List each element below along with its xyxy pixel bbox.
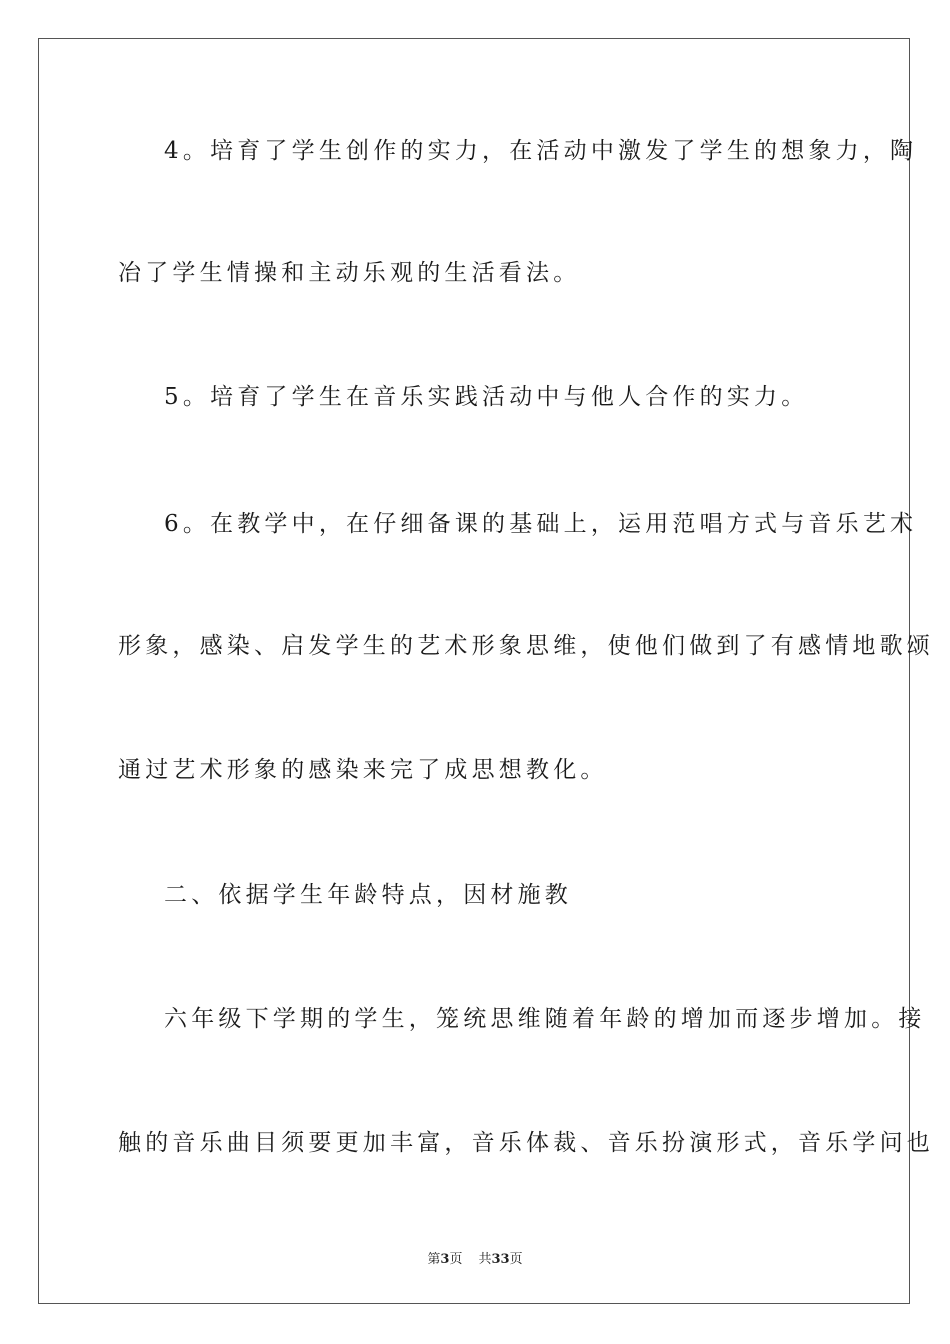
footer-page-suffix: 页 <box>449 1252 463 1267</box>
paragraph-6-line-2: 形象，感染、启发学生的艺术形象思维，使他们做到了有感情地歌颂 <box>118 633 934 659</box>
footer-page-number: 3 <box>440 1252 450 1267</box>
footer-total-prefix: 共 <box>478 1252 492 1267</box>
footer-page-prefix: 第 <box>427 1252 441 1267</box>
paragraph-5-line-1: 5。培育了学生在音乐实践活动中与他人合作的实力。 <box>164 384 809 410</box>
paragraph-6-line-3: 通过艺术形象的感染来完了成思想教化。 <box>118 757 608 783</box>
paragraph-4-line-1: 4。培育了学生创作的实力，在活动中激发了学生的想象力，陶 <box>164 138 918 164</box>
paragraph-4-line-2: 冶了学生情操和主动乐观的生活看法。 <box>118 260 581 286</box>
paragraph-6-line-1: 6。在教学中，在仔细备课的基础上，运用范唱方式与音乐艺术 <box>164 511 918 537</box>
paragraph-7-line-1: 六年级下学期的学生，笼统思维随着年龄的增加而逐步增加。接 <box>164 1006 926 1032</box>
page-footer <box>0 1248 950 1267</box>
section-heading: 二、依据学生年龄特点，因材施教 <box>164 882 572 908</box>
footer-total-pages: 33 <box>491 1252 510 1267</box>
paragraph-7-line-2: 触的音乐曲目须要更加丰富，音乐体裁、音乐扮演形式，音乐学问也 <box>118 1130 934 1156</box>
footer-total-suffix: 页 <box>509 1252 523 1267</box>
page-border <box>38 38 934 1304</box>
